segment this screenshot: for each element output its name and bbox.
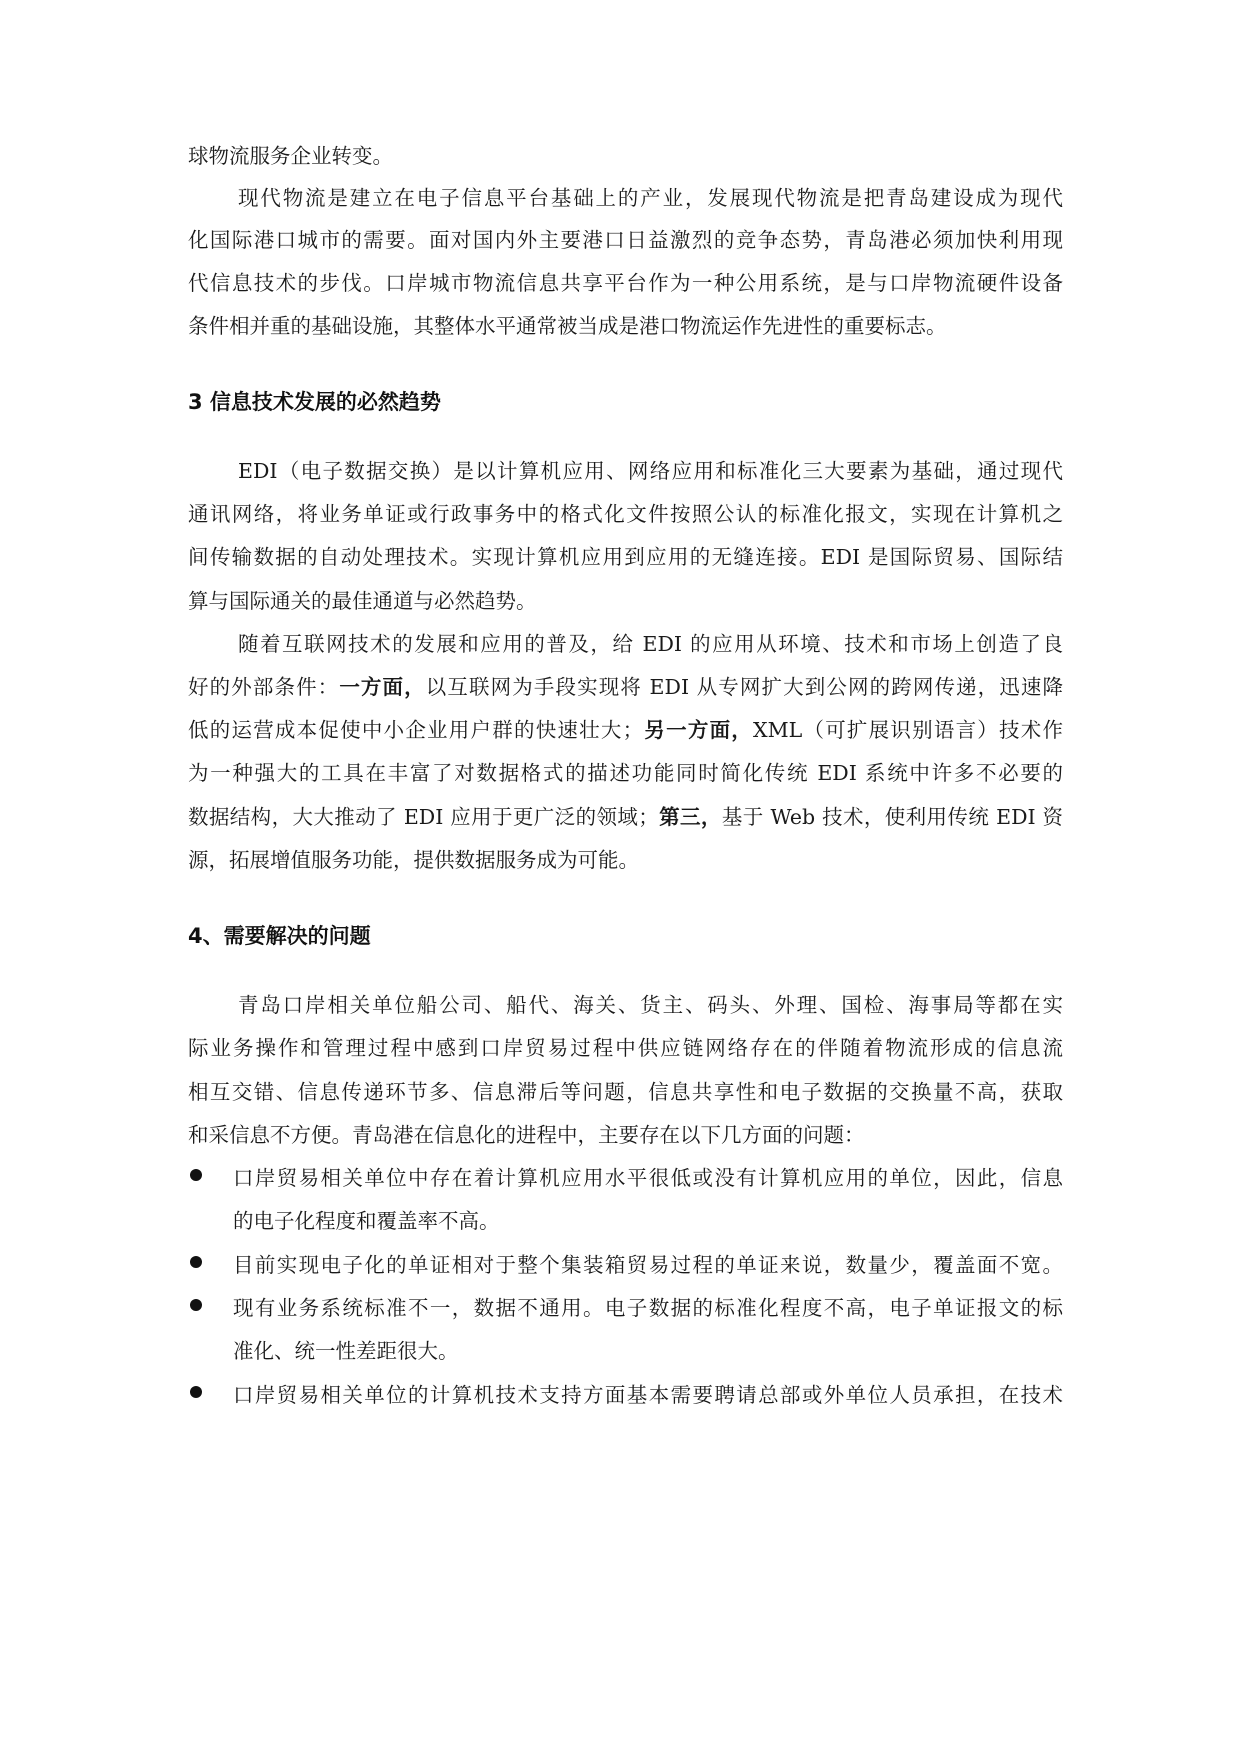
bullet-dot-icon <box>190 1169 202 1181</box>
paragraph-line <box>188 715 1063 745</box>
paragraph-text: 以互联网为手段实现将 EDI 从专网扩大到公网的跨网传递，迅速降 <box>425 675 1063 699</box>
paragraph-line: 化国际港口城市的需要。面对国内外主要港口日益激烈的竞争态势，青岛港必须加快利用现 <box>188 228 1063 252</box>
section-heading: 3 信息技术发展的必然趋势 <box>188 390 441 414</box>
section-heading: 4、需要解决的问题 <box>188 924 371 948</box>
bullet-dot-icon <box>190 1299 202 1311</box>
bullet-line: 口岸贸易相关单位中存在着计算机应用水平很低或没有计算机应用的单位，因此，信息 <box>233 1166 1063 1190</box>
paragraph-line: 通讯网络，将业务单证或行政事务中的格式化文件按照公认的标准化报文，实现在计算机之 <box>188 502 1063 526</box>
bullet-line: 目前实现电子化的单证相对于整个集装箱贸易过程的单证来说，数量少，覆盖面不宽。 <box>233 1253 1063 1277</box>
bullet-dot-icon <box>190 1386 202 1398</box>
paragraph-line: EDI（电子数据交换）是以计算机应用、网络应用和标准化三大要素为基础，通过现代 <box>238 459 1063 483</box>
bold-phrase: 第三， <box>658 805 722 829</box>
paragraph-line <box>188 672 1063 702</box>
paragraph-line: 为一种强大的工具在丰富了对数据格式的描述功能同时简化传统 EDI 系统中许多不必要的 <box>188 761 1063 785</box>
paragraph-text: 数据结构，大大推动了 EDI 应用于更广泛的领域； <box>188 805 659 829</box>
paragraph-line: 代信息技术的步伐。口岸城市物流信息共享平台作为一种公用系统，是与口岸物流硬件设备 <box>188 271 1063 295</box>
bold-phrase: 另一方面， <box>643 718 754 742</box>
paragraph-line <box>188 802 1063 832</box>
paragraph-line: 源，拓展增值服务功能，提供数据服务成为可能。 <box>188 848 639 872</box>
paragraph-line: 条件相并重的基础设施，其整体水平通常被当成是港口物流运作先进性的重要标志。 <box>188 314 947 338</box>
bold-phrase: 一方面， <box>339 675 426 699</box>
paragraph-line: 和采信息不方便。青岛港在信息化的进程中，主要存在以下几方面的问题： <box>188 1123 865 1147</box>
bullet-line: 准化、统一性差距很大。 <box>233 1339 459 1363</box>
paragraph-line: 随着互联网技术的发展和应用的普及，给 EDI 的应用从环境、技术和市场上创造了良 <box>238 632 1063 656</box>
paragraph-line: 球物流服务企业转变。 <box>188 144 393 168</box>
paragraph-line: 现代物流是建立在电子信息平台基础上的产业，发展现代物流是把青岛建设成为现代 <box>238 186 1063 210</box>
bullet-line: 口岸贸易相关单位的计算机技术支持方面基本需要聘请总部或外单位人员承担，在技术 <box>233 1383 1063 1407</box>
paragraph-line: 青岛口岸相关单位船公司、船代、海关、货主、码头、外理、国检、海事局等都在实 <box>238 993 1063 1017</box>
bullet-dot-icon <box>190 1256 202 1268</box>
paragraph-line: 际业务操作和管理过程中感到口岸贸易过程中供应链网络存在的伴随着物流形成的信息流 <box>188 1036 1063 1060</box>
paragraph-text: 低的运营成本促使中小企业用户群的快速壮大； <box>188 718 644 742</box>
paragraph-text: 好的外部条件： <box>188 675 340 699</box>
paragraph-line: 相互交错、信息传递环节多、信息滞后等问题，信息共享性和电子数据的交换量不高，获取 <box>188 1080 1063 1104</box>
paragraph-line: 间传输数据的自动处理技术。实现计算机应用到应用的无缝连接。EDI 是国际贸易、国际结 <box>188 545 1063 569</box>
bullet-line: 的电子化程度和覆盖率不高。 <box>233 1209 500 1233</box>
bullet-line: 现有业务系统标准不一，数据不通用。电子数据的标准化程度不高，电子单证报文的标 <box>233 1296 1063 1320</box>
paragraph-text: XML（可扩展识别语言）技术作 <box>753 718 1063 742</box>
paragraph-text: 基于 Web 技术，使利用传统 EDI 资 <box>721 805 1063 829</box>
paragraph-line: 算与国际通关的最佳通道与必然趋势。 <box>188 589 537 613</box>
